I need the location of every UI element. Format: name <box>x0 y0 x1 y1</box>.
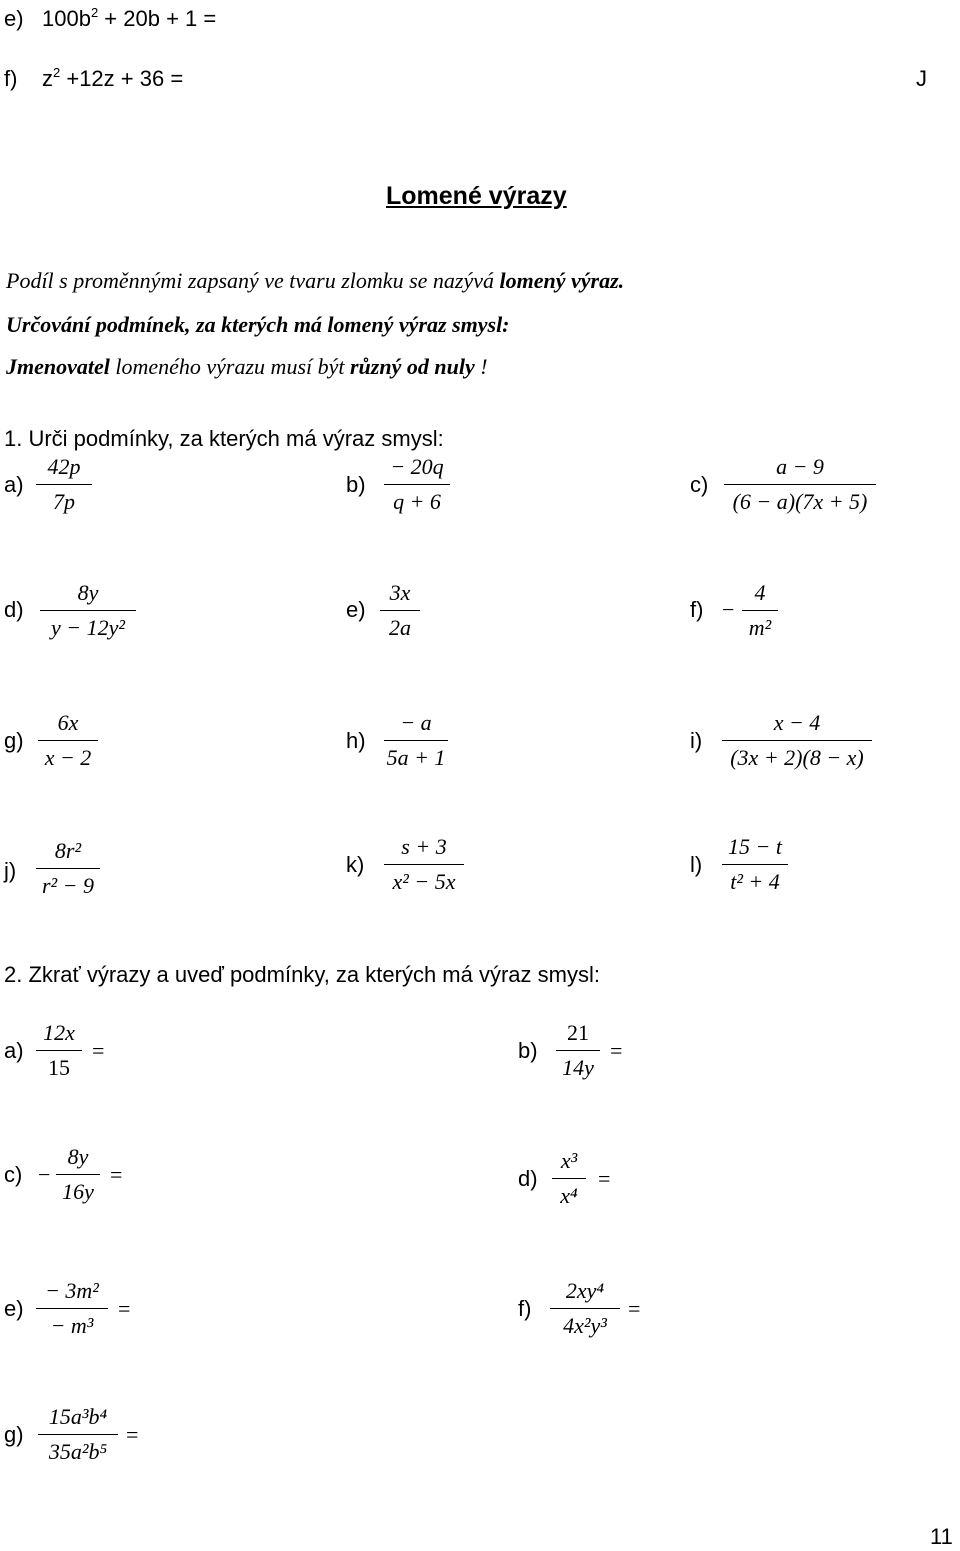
numerator: − a <box>400 710 432 735</box>
ex1-g-fraction <box>38 710 98 771</box>
ex1-j-label: j) <box>4 858 17 883</box>
ex1-d-label: d) <box>4 597 24 622</box>
ex2-e-equals: = <box>118 1296 131 1321</box>
ex2-c-label: c) <box>4 1162 23 1187</box>
denominator: 4x²y³ <box>563 1313 607 1338</box>
numerator: 8y <box>77 580 99 605</box>
page-number: 11 <box>930 1524 953 1549</box>
denominator: 7p <box>53 489 75 514</box>
ex2-d-label: d) <box>518 1166 538 1191</box>
denominator: (3x + 2)(8 − x) <box>730 745 864 770</box>
numerator: 3x <box>389 580 411 605</box>
numerator: 15 − t <box>728 834 782 859</box>
numerator: 6x <box>57 710 79 735</box>
ex1-e-label: e) <box>346 597 366 622</box>
numerator: 8r² <box>54 838 82 863</box>
ex1-f-label: f) <box>690 597 704 622</box>
section-title: Lomené výrazy <box>386 182 567 210</box>
definition-line: Podíl s proměnnými zapsaný ve tvaru zlomku se nazývá lomený výraz. <box>6 268 625 293</box>
denominator: 35a²b⁵ <box>48 1439 108 1464</box>
denominator: x − 2 <box>44 745 92 770</box>
denominator: (6 − a)(7x + 5) <box>732 489 868 514</box>
numerator: 42p <box>47 454 81 479</box>
ex1-g-label: g) <box>4 728 24 753</box>
ex1-d-fraction <box>40 580 136 641</box>
denominator: 15 <box>48 1055 70 1080</box>
denominator: 16y <box>62 1179 94 1204</box>
denominator: y − 12y² <box>51 615 125 640</box>
numerator: 2xy⁴ <box>565 1278 605 1303</box>
ex1-j-fraction <box>36 838 100 899</box>
ex2-e-fraction <box>36 1278 108 1339</box>
numerator: a − 9 <box>776 454 824 479</box>
denominator: x⁴ <box>560 1183 578 1208</box>
denominator: x² − 5x <box>392 869 456 894</box>
ex1-h-label: h) <box>346 728 366 753</box>
denominator: − m³ <box>50 1313 94 1338</box>
ex1-c-fraction <box>724 454 876 515</box>
numerator: − 20q <box>390 454 444 479</box>
ex2-f-fraction <box>550 1278 620 1339</box>
ex1-k-label: k) <box>346 852 365 877</box>
ex1-l-fraction <box>722 834 788 895</box>
ex2-e-label: e) <box>4 1296 24 1321</box>
item-e-expression: $100b^2 + 20b + 1$ = <box>42 5 217 31</box>
ex1-c-label: c) <box>690 472 709 497</box>
exercise-1-heading: 1. Urči podmínky, za kterých má výraz smysl: <box>4 426 444 451</box>
ex1-f-fraction <box>742 580 778 641</box>
item-f-label: f) <box>4 66 18 91</box>
ex2-d-equals: = <box>598 1166 611 1191</box>
ex1-a-fraction <box>36 454 92 515</box>
numerator: x³ <box>560 1148 578 1173</box>
denominator: m² <box>748 615 772 640</box>
ex2-b-equals: = <box>610 1038 623 1063</box>
ex1-h-fraction <box>384 710 448 771</box>
ex1-i-fraction <box>722 710 872 771</box>
denominator: 5a + 1 <box>386 745 446 770</box>
denominator: t² + 4 <box>730 869 780 894</box>
ex2-a-equals: = <box>92 1038 105 1063</box>
numerator: 8y <box>67 1144 89 1169</box>
conditions-heading: Určování podmínek, za kterých má lomený výraz smysl: <box>6 312 510 337</box>
numerator: 12x <box>43 1020 75 1045</box>
ex2-a-fraction <box>36 1020 82 1081</box>
ex2-a-label: a) <box>4 1038 24 1063</box>
item-e-label: e) <box>4 6 24 31</box>
smiley-mark: J <box>916 66 927 91</box>
ex2-g-equals: = <box>126 1422 139 1447</box>
numerator: 21 <box>567 1020 589 1045</box>
ex2-b-fraction <box>556 1020 600 1081</box>
ex2-f-label: f) <box>518 1296 532 1321</box>
numerator: 4 <box>754 580 766 605</box>
denominator: 2a <box>389 615 411 640</box>
ex1-b-label: b) <box>346 472 366 497</box>
denominator: q + 6 <box>393 489 441 514</box>
ex2-d-fraction <box>552 1148 586 1209</box>
numerator: x − 4 <box>773 710 821 735</box>
ex2-c-fraction <box>56 1144 100 1205</box>
numerator: s + 3 <box>401 834 447 859</box>
ex2-b-label: b) <box>518 1038 538 1063</box>
denominator: r² − 9 <box>41 873 94 898</box>
denominator: 14y <box>562 1055 594 1080</box>
ex1-a-label: a) <box>4 472 24 497</box>
numerator: − 3m² <box>45 1278 99 1303</box>
ex1-f-sign: − <box>722 597 735 622</box>
ex1-i-label: i) <box>690 728 703 753</box>
item-f-expression: $z^2 +12z + 36$ = <box>42 65 184 91</box>
ex2-f-equals: = <box>628 1296 641 1321</box>
exercise-2-heading: 2. Zkrať výrazy a uveď podmínky, za kterých má výraz smysl: <box>4 962 600 987</box>
ex2-c-equals: = <box>110 1162 123 1187</box>
ex2-g-fraction <box>38 1404 118 1465</box>
rule-line: Jmenovatel lomeného výrazu musí být různý od nuly ! <box>6 354 488 379</box>
ex1-b-fraction <box>384 454 450 515</box>
ex2-c-sign: − <box>38 1162 51 1187</box>
ex1-e-fraction <box>380 580 420 641</box>
numerator: 15a³b⁴ <box>48 1404 108 1429</box>
ex2-g-label: g) <box>4 1422 24 1447</box>
ex1-l-label: l) <box>690 852 703 877</box>
ex1-k-fraction <box>384 834 464 895</box>
